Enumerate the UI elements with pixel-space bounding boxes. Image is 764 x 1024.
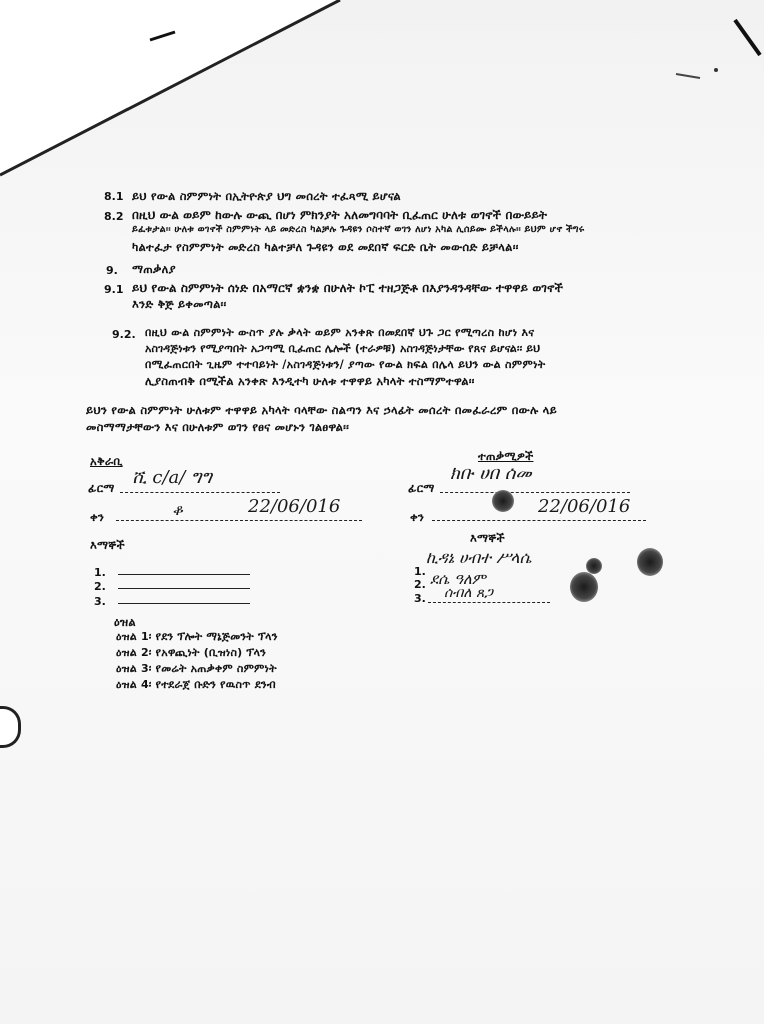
section-line: እንድ ቅጅ ይቀመጣል፡፡ [132, 297, 227, 311]
signature-line [440, 492, 630, 493]
buyer-date: 22/06/016 [538, 496, 631, 517]
seller-date-label: ቀን [90, 510, 105, 524]
seller-signature: ሺ c/a/ ግግ [132, 467, 212, 488]
buyer-sign-label: ፊርማ [408, 481, 435, 495]
closing-line: ይህን የውል ስምምነት ሁለቱም ተዋዋይ አካላት ባላቸው ስልጣን እና ኃላፊት መሰረት በመፈራረም በውሉ ላይ [86, 403, 557, 417]
section-line: ሊያስጠብቅ በሚችል አንቀጽ እንዲተካ ሁለቱ ተዋዋይ አካላት ተስማምተዋል፡፡ [145, 374, 475, 388]
annex-item: ዕዝል 1፡ የደን ፕሎት ማኔጅመንት ፕላን [116, 630, 278, 643]
buyer-signature: ክቡ ሀበ ሰመ [450, 463, 532, 484]
witness-heading: እማኞች [470, 531, 505, 545]
witness-name: ደሴ ዓለም [430, 570, 486, 588]
fingerprint-stamp [637, 548, 663, 576]
signature-line [120, 492, 280, 493]
seller-heading: አቅራቢ [90, 454, 123, 468]
witness-heading: እማኞች [90, 538, 125, 552]
witness-line [118, 603, 250, 604]
section-line: በዚህ ውል ስምምነት ውስጥ ያሉ ቃላት ወይም አንቀጽ በመደበኛ ህጉ ጋር የሚጣረስ ከሆነ እና [145, 326, 535, 339]
witness-number: 3. [414, 592, 426, 605]
section-line: በዚህ ውል ወይም ከውሉ ውጪ በሆነ ምክንያት አለመግባባት ቢፈጠር ሁለቱ ወገኖች በውይይት [132, 208, 548, 222]
section-line: ይፈቱታል፡፡ ሁለቱ ወገኖች ስምምነት ላይ መድረስ ካልቻሉ ጉዳዩን ሶስተኛ ወገን ለሆነ አካል ሊሰይሙ ይችላሉ፡፡ ይህም ሆኖ ችግሩ [132, 224, 585, 235]
witness-line [118, 574, 250, 575]
section-line: ይህ የውል ስምምነት ሰነድ በአማርኛ ቋንቋ በሁለት ኮፒ ተዘጋጅቶ በእያንዳንዳቸው ተዋዋይ ወገኖች [132, 281, 564, 295]
witness-line [118, 588, 250, 589]
witness-number: 1. [94, 566, 106, 579]
date-line [432, 520, 646, 521]
date-line [116, 520, 362, 521]
annex-item: ዕዝል 3፡ የመሬት አጠቃቀም ስምምነት [116, 662, 277, 675]
annex-heading: ዕዝል [114, 615, 136, 629]
buyer-date-label: ቀን [410, 510, 425, 524]
seller-date: 22/06/016 [248, 496, 341, 517]
section-number: 9.2. [112, 328, 136, 341]
section-number: 9.1 [104, 283, 124, 296]
annex-item: ዕዝል 2፡ የአዋጪነት (ቢዝነስ) ፕላን [116, 646, 267, 659]
witness-number: 2. [94, 580, 106, 593]
closing-line: መስማማታቸውን እና በሁለቱም ወገን የፀና መሆኑን ገልፀዋል፡፡ [86, 420, 349, 434]
witness-name: ሰብለ ጸጋ [444, 585, 493, 601]
witness-line [428, 602, 550, 603]
annex-item: ዕዝል 4፡ የተደራጀ ቡድን የዉስጥ ደንብ [116, 678, 276, 691]
fingerprint-stamp [586, 558, 602, 574]
section-number: 9. [106, 264, 118, 277]
witness-name: ኪዳኔ ሀብተ ሥላሴ [426, 548, 532, 567]
section-line: ካልተፈታ የስምምነት መድረስ ካልተቻለ ጉዳዩን ወደ መደበኛ ፍርድ ቤት መውሰድ ይቻላል፡፡ [132, 240, 519, 254]
buyer-heading: ተጠቃሚዎች [478, 449, 534, 463]
section-heading: ማጠቃለያ [132, 262, 176, 276]
section-number: 8.1 [104, 190, 124, 203]
seller-initials: ቆ [172, 500, 183, 519]
section-line: አስገዳጅነቱን የሚያጣበት አጋጣሚ ቢፈጠር ሌሎች (ተራዎቹ) አስገዳጅነታቸው የጸና ይሆናል፡፡ ይህ [145, 342, 541, 355]
section-text: ይህ የውል ስምምነት በኢትዮጵያ ህግ መሰረት ተፈጻሚ ይሆናል [132, 189, 401, 203]
section-line: በሚፈጠርበት ጊዜም ተተባይነት /አስገዳጅነቱን/ ያጣው የውል ክፍል በሌላ ይህን ውል ስምምነት [145, 358, 546, 371]
folded-corner-shadow [0, 0, 764, 180]
witness-number: 2. [414, 578, 426, 591]
seller-sign-label: ፊርማ [88, 481, 115, 495]
section-number: 8.2 [104, 210, 124, 223]
witness-number: 1. [414, 565, 426, 578]
fingerprint-stamp [492, 490, 514, 512]
witness-number: 3. [94, 595, 106, 608]
fingerprint-stamp [570, 572, 598, 602]
